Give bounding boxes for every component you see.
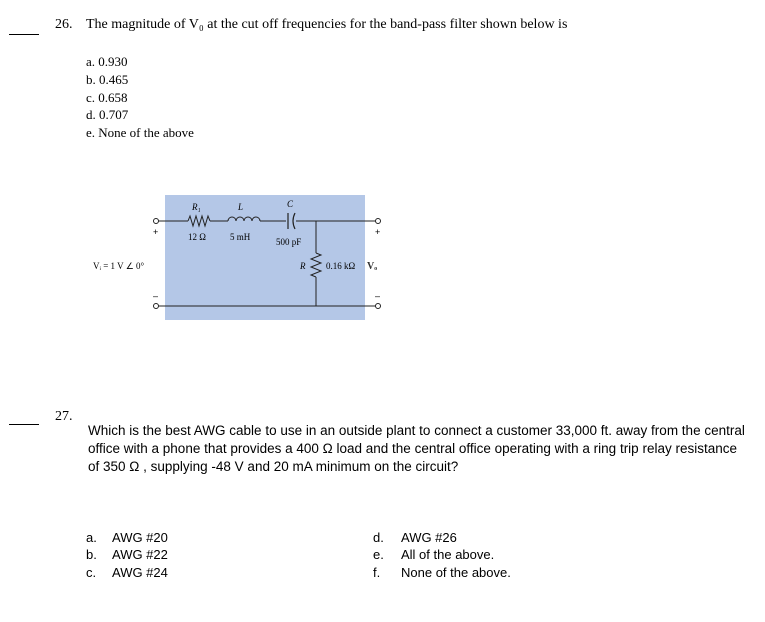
choice-27-b-letter: b. [86,547,97,562]
vo-label: Vₒ [367,261,378,272]
output-plus: + [375,227,381,237]
input-terminal-top [154,219,159,224]
answer-blank-27[interactable] [9,424,39,425]
output-minus: – [375,291,381,301]
choice-26-a: a. 0.930 [86,54,128,69]
c-label: C [287,199,294,209]
choice-27-d [373,529,457,547]
band-pass-filter-circuit [80,185,390,330]
r1-value: 12 Ω [188,232,206,242]
choice-26-b: b. 0.465 [86,72,129,87]
choice-27-e [373,546,494,564]
vi-label: Vᵢ = 1 V ∠ 0° [93,261,145,271]
choice-27-a [86,529,168,547]
choice-27-d-text: AWG #26 [401,530,457,545]
choice-27-f-text: None of the above. [401,565,511,580]
choice-26-c: c. 0.658 [86,90,128,105]
choice-27-a-text: AWG #20 [112,530,168,545]
choice-27-b [86,546,168,564]
r-value: 0.16 kΩ [326,261,356,271]
output-terminal-bottom [376,304,381,309]
input-plus: + [153,227,159,237]
input-minus: – [153,291,159,301]
question-26-number: 26. [55,17,73,32]
question-27-text: Which is the best AWG cable to use in an outside plant to connect a customer 33,000 ft. away from the central office with a phone that provides a 400 Ω load and the central office operating with a ring trip relay resistance of 350 Ω , supplying -48 V and 20 mA minimum on the circuit? [88,423,745,474]
choice-27-c [86,564,168,582]
answer-blank-26[interactable] [9,34,39,35]
choice-27-d-letter: d. [373,530,384,545]
choice-27-a-letter: a. [86,530,97,545]
choice-26-e: e. None of the above [86,125,194,140]
choice-27-e-letter: e. [373,547,384,562]
choice-27-f [373,564,511,582]
choice-27-f-letter: f. [373,565,381,580]
input-terminal-bottom [154,304,159,309]
question-27-number: 27. [55,409,73,424]
r1-label: R₁ [192,202,201,212]
choice-27-c-letter: c. [86,565,97,580]
circuit-background [165,195,365,320]
r-label: R [300,261,306,271]
c-value: 500 pF [276,237,302,247]
choice-27-e-text: All of the above. [401,547,495,562]
l-value: 5 mH [230,232,251,242]
output-terminal-top [376,219,381,224]
choice-27-c-text: AWG #24 [112,565,168,580]
l-label: L [238,202,244,212]
choice-27-b-text: AWG #22 [112,547,168,562]
choice-26-d: d. 0.707 [86,107,129,122]
question-26-text: The magnitude of V₀ at the cut off frequencies for the band-pass filter shown below is [86,17,568,32]
